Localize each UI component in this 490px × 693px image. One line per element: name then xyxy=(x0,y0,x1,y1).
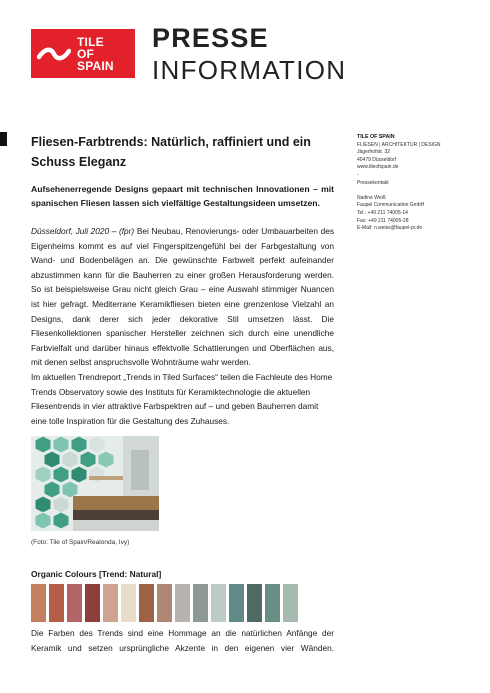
closing-line-1: Die Farben des Trends sind eine Hommage an die natürlichen Anfänge der xyxy=(31,628,334,639)
photo-caption: (Foto: Tile of Spain/Realonda, Ivy) xyxy=(31,539,130,547)
logo-wordmark xyxy=(77,36,114,72)
trend-section-title: Organic Colours [Trend: Natural] xyxy=(31,569,162,580)
color-swatch xyxy=(67,584,82,622)
closing-paragraph xyxy=(31,626,334,655)
color-swatch xyxy=(85,584,100,622)
sidebar-tagline: FLIESEN | ARCHITEKTUR | DESIGN xyxy=(357,141,441,148)
color-swatch xyxy=(265,584,280,622)
color-swatch xyxy=(49,584,64,622)
color-swatch xyxy=(193,584,208,622)
section-marker xyxy=(0,132,7,146)
article-paragraph-1-text: Bei Neubau, Renovierungs- oder Umbauarbeiten des Eigenheims kommt es auf viel Fingerspitzengefühl bei der Farbgestaltung von Wand- und Bodenbelägen an. Die gewünschte Farbwelt perfekt aufeinander abzustimmen kann für die Bauherren zu einer großen Herausforderung werden. So ist beispielsweise Grau nicht gleich Grau – eine Auswahl stimmiger Nuancen ist hier gefragt. Mediterrane Keramikfliesen bieten eine grenzenlose Vielzahl an Designs, dank derer sich jeder dekorative Stil umsetzen lässt. Die Fliesenkollektionen spanischer Hersteller zeichnen sich durch eine unendliche Farbvielfalt und darüber hinaus effektvolle Schattierungen und Oberflächen aus, mit denen selbst anspruchsvolle Wohnträume wahr werden. xyxy=(31,226,334,368)
header-subtitle: INFORMATION xyxy=(152,55,347,85)
wave-logo-icon xyxy=(37,44,71,64)
article-paragraph-2: Im aktuellen Trendreport „Trends in Tiled Surfaces“ teilen die Fachleute des Home Trends Observatory sowie des Instituts für Keramiktechnologie die aktuellen Fliesentrends in vier attraktive Farbspektren auf – und geben Bauherren damit eine tolle Inspiration für die Gestaltung des Zuhauses. xyxy=(31,371,333,426)
color-swatch xyxy=(175,584,190,622)
sidebar-contact-name: Nadine Weiß xyxy=(357,194,386,201)
logo-line-2: OF xyxy=(77,46,95,61)
color-swatch xyxy=(247,584,262,622)
tile-of-spain-logo xyxy=(31,29,135,78)
color-swatch xyxy=(229,584,244,622)
sidebar-contact-label: Pressekontakt xyxy=(357,179,389,186)
sidebar-website-link[interactable]: www.tileofspain.de xyxy=(357,164,399,171)
logo-line-3: SPAIN xyxy=(77,58,114,73)
article-headline: Fliesen-Farbtrends: Natürlich, raffiniert und ein Schuss Eleganz xyxy=(31,135,311,169)
color-swatch xyxy=(157,584,172,622)
article-lead: Aufsehenerregende Designs gepaart mit technischen Innovationen – mit spanischen Fliesen lassen sich vielfältige Gestaltungsideen umsetzen. xyxy=(31,184,334,208)
sidebar-agency: Faupel Communication GmbH xyxy=(357,202,425,209)
color-swatch xyxy=(283,584,298,622)
color-swatch xyxy=(121,584,136,622)
sidebar-phone: Tel.: +49 211 74005-14 xyxy=(357,209,408,216)
color-swatch-row xyxy=(31,584,334,622)
sidebar-org-name: TILE OF SPAIN xyxy=(357,134,395,140)
header-title: PRESSE xyxy=(152,23,269,53)
sidebar-fax: Fax: +49 211 74005-28 xyxy=(357,217,409,224)
color-swatch xyxy=(211,584,226,622)
sidebar-separator: - xyxy=(357,171,359,178)
closing-line-2: Keramik und setzen ursprüngliche Akzente in den eigenen vier Wänden. xyxy=(31,642,334,653)
article-dateline: Düsseldorf, Juli 2020 – (fpr) xyxy=(31,226,135,236)
color-swatch xyxy=(31,584,46,622)
sidebar-spacer xyxy=(357,187,482,195)
sidebar-city: 40479 Düsseldorf xyxy=(357,156,397,163)
kitchen-tile-photo xyxy=(31,436,159,531)
color-swatch xyxy=(139,584,154,622)
article-paragraph-1 xyxy=(31,224,334,370)
hexagon-tile-wall-image xyxy=(31,436,159,531)
logo-line-1: TILE xyxy=(77,34,104,49)
sidebar-email-link[interactable]: E-Mail: n.weiss@faupel-pr.de xyxy=(357,225,423,232)
color-swatch xyxy=(103,584,118,622)
sidebar-street: Jägerhofstr. 32 xyxy=(357,149,391,156)
article xyxy=(31,132,334,656)
contact-sidebar xyxy=(357,134,482,233)
